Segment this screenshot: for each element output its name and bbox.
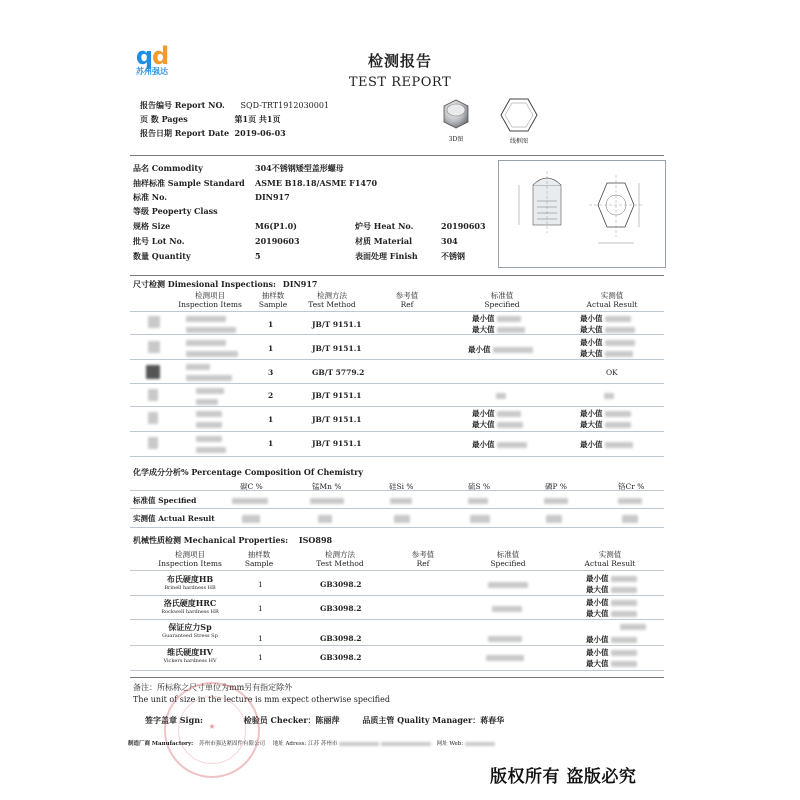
logo-subtitle: 苏州强达 [136,67,168,76]
divider [130,619,664,620]
manufacturer-label: 制造厂商 Manufactory: [128,741,194,747]
actual-min-label: 最小值 [586,635,609,644]
mech-row-2-item [150,622,230,639]
dim-col-specified-en: Specified [484,300,520,309]
view-3d-label: 3D图 [448,136,464,143]
title-cn: 检测报告 [367,52,432,70]
address-label: 地址 Adress: 江苏 苏州市 [272,741,338,747]
row-icon-redacted [148,412,158,424]
report-no-row [140,100,329,114]
dim-col-specified-cn: 标准值 [490,291,514,300]
dim-col-items-en: Inspection Items [178,300,242,309]
finish-value: 不锈钢 [441,251,465,261]
dim-row-2-method: GB/T 5779.2 [312,368,365,377]
actual-max-label: 最大值 [580,349,603,358]
mech-row-2-cn: 保证应力Sp [168,622,212,632]
mech-col-actual-en: Actual Result [584,559,636,568]
remark-en: The unit of size in the lecture is mm expect otherwise specified [133,695,390,704]
spec-min-label: 最小值 [472,440,495,449]
chem-col-cr: 铬Cr % [618,482,645,491]
divider [130,570,664,571]
mech-row-2-method: GB3098.2 [320,634,362,643]
chem-col-c: 碳C % [240,482,263,491]
mech-col-ref [396,550,450,568]
actual-min-label: 最小值 [586,648,609,657]
divider [130,334,664,335]
dim-col-actual [580,291,644,309]
mech-row-3-sample: 1 [258,653,263,662]
commodity-block [133,163,486,266]
dimensional-title [133,279,317,290]
sample-standard-label: 抽样标准 Sample Standard [133,178,245,188]
dim-col-actual-cn: 实测值 [600,291,624,300]
actual-min-label: 最小值 [580,409,603,418]
chem-col-s: 硫S % [468,482,491,491]
row-icon-redacted [148,437,158,449]
actual-max-label: 最大值 [580,420,603,429]
material-value: 304 [441,236,458,246]
divider [130,383,664,384]
dim-row-5-method: JB/T 9151.1 [312,439,362,448]
dim-col-specified [470,291,534,309]
item-name-redacted [186,314,236,333]
report-date-value: 2019-06-03 [234,128,286,138]
table-row [148,316,160,328]
commodity-value: 304不锈钢矮型盖形螺母 [255,163,344,173]
row-icon-redacted [146,365,160,379]
divider [130,359,664,360]
divider [130,508,664,509]
mech-row-2-spec-redacted [488,634,522,643]
divider [130,311,664,312]
dim-col-ref-en: Ref [400,300,414,309]
dim-col-ref [380,291,434,309]
seal-star-icon: ★ [208,722,216,731]
mech-col-ref-en: Ref [416,559,430,568]
lot-row [133,236,486,251]
chem-col-p: 磷P % [545,482,568,491]
dim-row-4-spec [472,408,523,430]
sample-standard-value: ASME B18.18/ASME F1470 [255,178,378,188]
divider [130,527,664,528]
dim-row-0-actual [580,313,635,335]
report-no-value: SQD-TRT1912030001 [240,101,330,110]
pages-row [140,114,329,128]
mech-row-1-method: GB3098.2 [320,604,362,613]
dim-row-5-sample: 1 [268,439,274,448]
mechanical-title-text: 机械性质检测 Mechanical Properties: [133,535,289,545]
chem-col-mn: 锰Mn % [312,482,342,491]
item-name-redacted [196,409,222,428]
size-row [133,221,486,236]
divider [130,155,664,156]
spec-min-label: 最小值 [472,409,495,418]
heat-no-value: 20190603 [441,221,486,231]
dim-row-3-sample: 2 [268,391,274,400]
heat-no-label: 炉号 Heat No. [355,221,414,231]
dim-row-5-spec [472,439,527,450]
dim-row-0-sample: 1 [268,320,274,329]
mech-col-items-cn: 检测项目 [175,550,205,559]
mech-col-actual [578,550,642,568]
mech-row-3-en: Vickers hardness HV [163,658,217,664]
chem-col-si: 硅Si % [389,482,414,491]
commodity-label: 品名 Commodity [133,163,203,173]
dim-col-sample [250,291,296,309]
mech-col-sample-en: Sample [244,559,274,568]
spec-max-label: 最大值 [472,325,495,334]
standard-row [133,192,486,206]
divider [130,431,664,432]
size-label: 规格 Size [133,221,171,231]
dim-row-1-method: JB/T 9151.1 [312,344,362,353]
mech-row-0-item [150,574,230,591]
property-class-label: 等级 Peoperty Class [133,206,218,216]
divider [130,677,664,678]
mech-row-2-actual-extra-redacted [620,622,646,631]
item-name-redacted [196,386,224,405]
size-value: M6(P1.0) [255,221,297,231]
manufacturer-value: 苏州市强达紧固件有限公司 [198,741,265,747]
mech-row-2-sample: 1 [258,634,263,643]
logo-mark: qd [135,42,169,70]
mech-col-actual-cn: 实测值 [598,550,622,559]
company-logo [131,44,173,77]
divider [130,490,664,491]
dim-row-2-actual: OK [606,368,618,377]
item-name-redacted [196,434,226,453]
dim-row-1-actual [580,337,635,359]
lot-label: 批号 Lot No. [133,236,185,246]
view-wire-label: 线框图 [509,138,528,145]
remark [133,682,390,704]
chem-row-actual-label: 实测值 Actual Result [133,514,215,523]
dim-row-0-spec [472,313,525,335]
mech-row-1-sample: 1 [258,604,263,613]
divider [130,595,664,596]
mech-col-method [308,550,372,568]
pages-value: 第1页 共1页 [234,114,281,124]
mech-col-specified [476,550,540,568]
divider [130,670,664,671]
dim-row-1-spec [468,344,533,355]
dim-row-1-sample: 1 [268,344,274,353]
remark-cn: 备注：所标称之尺寸单位为mm另有指定除外 [133,683,293,692]
mech-row-1-actual [586,597,637,619]
mech-row-2-actual [586,634,637,645]
item-name-redacted [186,338,238,357]
report-title [300,50,500,90]
mech-col-method-cn: 检测方法 [325,550,355,559]
technical-drawing [498,160,666,268]
actual-max-label: 最大值 [580,325,603,334]
mech-row-3-item [150,647,230,664]
mech-col-sample [236,550,282,568]
mech-row-1-en: Rockwell hardness HR [161,609,219,615]
dim-row-0-method: JB/T 9151.1 [312,320,362,329]
actual-min-label: 最小值 [580,338,603,347]
dim-col-method [300,291,364,309]
chem-row-specified-label: 标准值 Specified [133,496,197,505]
sign-label: 签字盖章 Sign: [145,715,203,725]
mech-row-0-cn: 布氏硬度HB [166,574,214,584]
actual-min-label: 最小值 [586,574,609,583]
mech-row-0-spec-redacted [488,580,528,589]
mech-col-ref-cn: 参考值 [411,550,435,559]
finish-label: 表面处理 Finish [355,251,418,261]
report-date-row [140,128,329,142]
quantity-label: 数量 Quantity [133,251,191,261]
mech-row-3-cn: 维氏硬度HV [167,647,213,657]
mech-row-1-item [150,598,230,615]
report-date-label: 报告日期 Report Date [140,128,230,138]
pages-label: 页 数 Pages [140,114,188,124]
dim-col-items [170,291,250,309]
dim-row-4-actual [580,408,631,430]
dim-row-4-method: JB/T 9151.1 [312,415,362,424]
mech-row-0-method: GB3098.2 [320,580,362,589]
mechanical-standard: ISO898 [298,535,333,545]
mech-row-3-method: GB3098.2 [320,653,362,662]
report-info [140,100,329,142]
divider [130,406,664,407]
actual-max-label: 最大值 [586,585,609,594]
spec-min-label: 最小值 [468,345,491,354]
dim-col-method-en: Test Method [308,300,356,309]
dim-row-3-actual-redacted [604,391,614,400]
quantity-value: 5 [255,251,261,261]
web-label: 网址 Web: [436,741,464,747]
divider [130,456,664,457]
dim-col-method-cn: 检测方法 [317,291,347,300]
mech-col-method-en: Test Method [316,559,364,568]
mech-row-1-spec-redacted [492,604,522,613]
row-icon-redacted [148,341,160,353]
mech-row-0-sample: 1 [258,580,263,589]
dim-row-2-sample: 3 [268,368,274,377]
property-class-row [133,206,486,221]
checker-label: 检验员 Checker：陈丽萍 [243,715,340,725]
report-no-label: 报告编号 Report NO. [140,100,225,110]
commodity-row [133,163,486,178]
dim-row-4-sample: 1 [268,415,274,424]
mech-row-3-actual [586,647,637,669]
mech-row-0-en: Brinell hardness HB [164,585,216,591]
sample-standard-row [133,178,486,192]
dim-col-sample-cn: 抽样数 [261,291,285,300]
mech-col-items [150,550,230,568]
actual-max-label: 最大值 [586,659,609,668]
nut-drawing-icon [499,161,665,267]
nut-wireframe-view [497,96,541,145]
mech-col-items-en: Inspection Items [158,559,222,568]
dim-col-sample-en: Sample [258,300,288,309]
dim-col-ref-cn: 参考值 [395,291,419,300]
dimensional-title-text: 尺寸检测 Dimesional Inspections: [133,279,276,289]
nut-3d-view [436,96,476,143]
mech-col-specified-cn: 标准值 [496,550,520,559]
mech-row-2-en: Guaranteed Stress Sp [162,633,218,639]
dim-row-5-actual [580,439,633,450]
actual-min-label: 最小值 [580,440,603,449]
dim-row-3-method: JB/T 9151.1 [312,391,362,400]
dim-col-actual-en: Actual Result [586,300,638,309]
actual-min-label: 最小值 [586,598,609,607]
nut-3d-icon [438,96,474,132]
actual-min-label: 最小值 [580,314,603,323]
hexagon-wireframe-icon [499,96,539,134]
footer [128,739,495,747]
dim-row-3-spec-redacted [496,391,506,400]
mech-row-1-cn: 洛氏硬度HRC [163,598,217,608]
standard-label: 标准 No. [133,192,168,202]
dim-col-items-cn: 检测项目 [195,291,225,300]
divider [130,645,664,646]
spec-max-label: 最大值 [472,420,495,429]
chemistry-title: 化学成分分析% Percentage Composition Of Chemistry [133,467,363,477]
mech-col-specified-en: Specified [490,559,526,568]
material-label: 材质 Material [355,236,413,246]
mechanical-title [133,535,332,546]
row-icon-redacted [148,389,158,401]
copyright-notice: 版权所有 盗版必究 [490,767,637,787]
quality-manager-label: 品质主管 Quality Manager：蒋春华 [362,715,505,725]
title-en: TEST REPORT [348,75,452,90]
quantity-row [133,251,486,266]
spec-min-label: 最小值 [472,314,495,323]
actual-max-label: 最大值 [586,609,609,618]
item-name-redacted [186,362,232,381]
mech-col-sample-cn: 抽样数 [247,550,271,559]
lot-value: 20190603 [255,236,300,246]
dimensional-standard: DIN917 [282,279,318,289]
standard-value: DIN917 [255,192,290,202]
mech-row-3-spec-redacted [486,653,524,662]
divider [130,275,664,276]
mech-row-0-actual [586,573,637,595]
